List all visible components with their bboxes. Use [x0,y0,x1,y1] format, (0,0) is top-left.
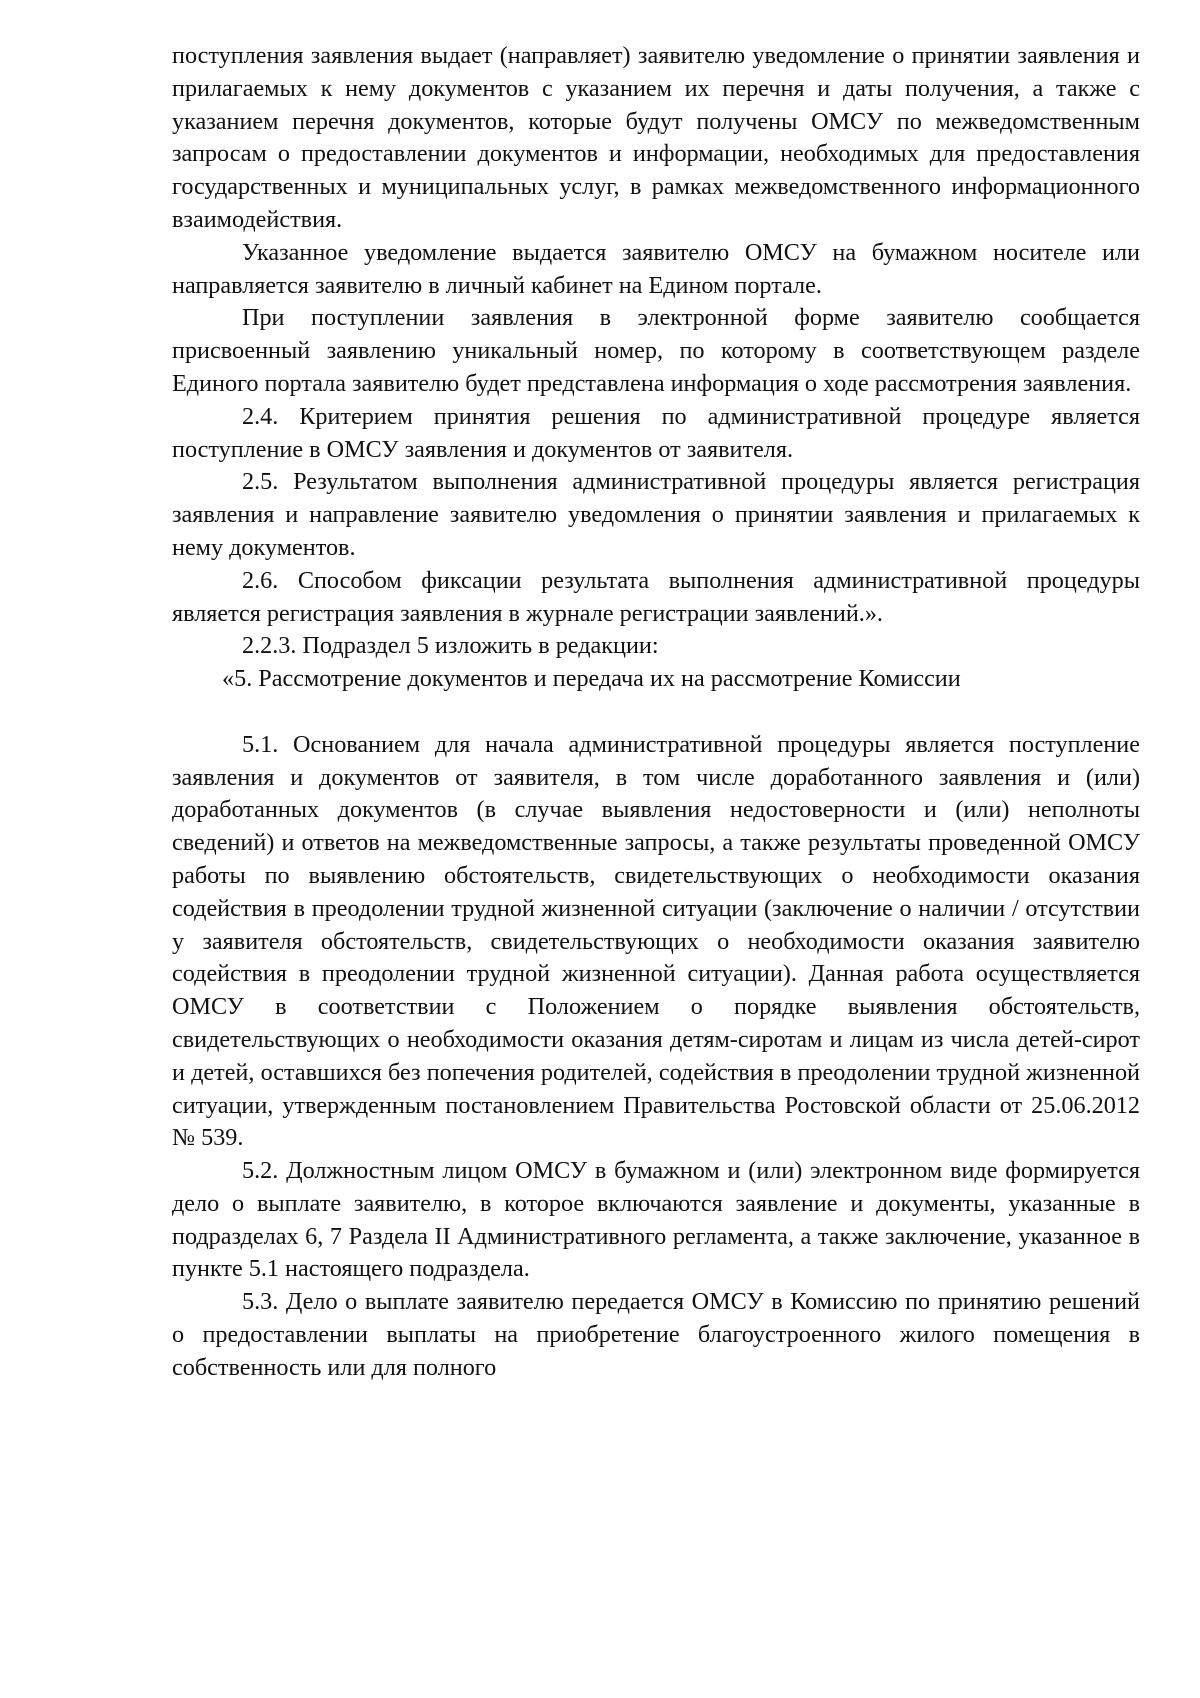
section-5-heading: «5. Рассмотрение документов и передача их на рассмотрение Комиссии [222,665,961,693]
paragraph-notification-delivery: Указанное уведомление выдается заявителю ОМСУ на бумажном носителе или направляется заявителю в личный кабинет на Едином портале. [172,238,1140,299]
document-page [172,40,1140,1385]
paragraph-2-2-3: 2.2.3. Подраздел 5 изложить в редакции: [242,632,659,660]
paragraph-2-6: 2.6. Способом фиксации результата выполнения административной процедуры является регистрация заявления в журнале регистрации заявлений.». [172,566,1140,627]
paragraph-5-1: 5.1. Основанием для начала административной процедуры является поступление заявления и документов от заявителя, в том числе доработанного заявления и (или) доработанных документов (в случае выявления недостоверности и (или) неполноты сведений) и ответов на межведомственные запросы, а также результаты проведенной ОМСУ работы по выявлению обстоятельств, свидетельствующих о необходимости оказания содействия в преодолении трудной жизненной ситуации (заключение о наличии / отсутствии у заявителя обстоятельств, свидетельствующих о необходимости оказания заявителю содействия в преодолении трудной жизненной ситуации). Данная работа осуществляется ОМСУ в соответствии с Положением о порядке выявления обстоятельств, свидетельствующих о необходимости оказания детям-сиротам и лицам из числа детей-сирот и детей, оставшихся без попечения родителей, содействия в преодолении трудной жизненной ситуации, утвержденным постановлением Правительства Ростовской области от 25.06.2012 № 539. [172,730,1140,1152]
paragraph-2-5: 2.5. Результатом выполнения административной процедуры является регистрация заявления и направление заявителю уведомления о принятии заявления и прилагаемых к нему документов. [172,468,1140,561]
paragraph-electronic-form: При поступлении заявления в электронной форме заявителю сообщается присвоенный заявлению уникальный номер, по которому в соответствующем разделе Единого портала заявителю будет представлена информация о ходе рассмотрения заявления. [172,304,1140,397]
paragraph-5-2: 5.2. Должностным лицом ОМСУ в бумажном и (или) электронном виде формируется дело о выплате заявителю, в которое включаются заявление и документы, указанные в подразделах 6, 7 Раздела II Административного регламента, а также заключение, указанное в пункте 5.1 настоящего подраздела. [172,1157,1140,1283]
paragraph-notification-continuation: поступления заявления выдает (направляет) заявителю уведомление о принятии заявления и прилагаемых к нему документов с указанием их перечня и даты получения, а также с указанием перечня документов, которые будут получены ОМСУ по межведомственным запросам о предоставлении документов и информации, необходимых для предоставления государственных и муниципальных услуг, в рамках межведомственного информационного взаимодействия. [172,42,1140,233]
paragraph-2-4: 2.4. Критерием принятия решения по административной процедуре является поступление в ОМСУ заявления и документов от заявителя. [172,402,1140,463]
paragraph-5-3: 5.3. Дело о выплате заявителю передается ОМСУ в Комиссию по принятию решений о предоставлении выплаты на приобретение благоустроенного жилого помещения в собственность или для полного [172,1288,1140,1381]
blank-line [172,696,1140,729]
